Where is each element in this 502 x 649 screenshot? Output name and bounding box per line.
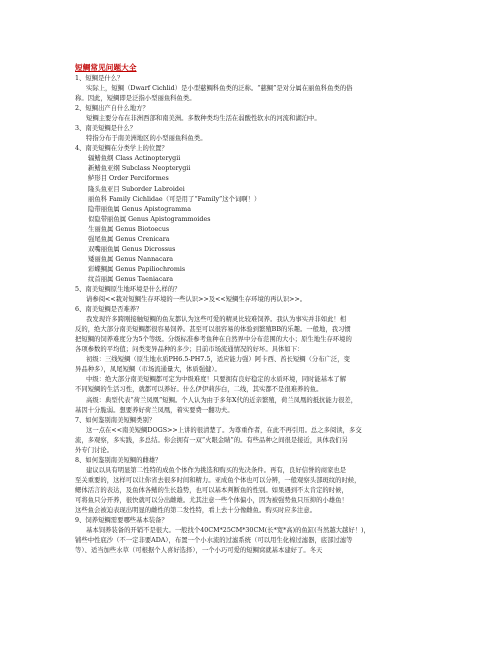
paragraph-line: 高级：典型代表“荷兰凤凰”短鲷。个人认为由于多年X代的近亲繁殖，荷兰凤凰的抵抗能力很差， (86, 396, 358, 404)
paragraph-line: 各项参数的平均值；问类变异品种的多少；目前市场流通情况的好坏。具体如下： (75, 346, 304, 354)
paragraph-line: 特指分布于南美洲地区的小型丽鱼科鱼类。 (86, 135, 207, 143)
paragraph-line: 流，多观察，多实践，多总结。你会拥有一双“火眼金睛”的。有些品种之间很是接近，具体我们另 (75, 436, 348, 444)
paragraph-line: 我发现许多跨刚接触短鲷的鱼友都认为这些可爱的精灵比较难饲养。我认为事实并非如此！相 (86, 316, 347, 324)
paragraph-line: 初级：三线短鲷（原生地水质PH6.5-PH7.5，适应能力强）阿卡西、酋长短鲷（分布广泛，变 (86, 356, 350, 364)
paragraph-line: 短鲷主要分布在非洲西部和南美洲。多数种类均生活在弱酸性软水的河流和湖泊中。 (86, 115, 321, 123)
paragraph-line: 等）、适当加些水草（可根据个人喜好选择），一个小巧可爱的短鲷窝就基本建好了。冬天 (75, 547, 323, 555)
section-heading: 1、短鲷是什么？ (75, 75, 124, 82)
taxonomy-line: 隐带丽鱼属 Genus Apistogramma (88, 205, 191, 213)
paragraph-line: 外专门讨论。 (75, 446, 114, 454)
taxonomy-line: 似隐带丽鱼属 Genus Apistogrammoides (88, 215, 211, 223)
taxonomy-line: 生丽鱼属 Genus Biotoecus (88, 225, 170, 233)
taxonomy-line: 矮丽鱼属 Genus Nannacara (88, 255, 174, 263)
paragraph-line: 把短鲷的饲养难度分为5个等级。分级标准参考鱼种在自然界中分布范围的大小；原生地生存环境的 (75, 336, 352, 344)
paragraph-line: 不同短鲷的生活习性，就都可以养好。什么伊伊莉莎白，二线，其实都不是很难养的鱼。 (75, 386, 323, 394)
taxonomy-line: 新鳍鱼亚纲 Subclass Neopterygii (88, 165, 191, 173)
paragraph-line: 实际上，短鲷（Dwarf Cichlid）是小型慈鲷科鱼类的泛称。“慈鲷”是对分属在丽鱼科鱼类的俗 (86, 85, 353, 93)
paragraph-line: 铺些中性底沙（不一定非要ADA），布置一个小水流的过滤系统（可以用生化棉过滤器，底部过滤等 (75, 537, 353, 545)
paragraph-line: 基本饲养装备的开销不是很大。一般找个40CM*25CM*30CM(长*宽*高)的鱼缸(当然越大越好！)， (86, 527, 370, 535)
section-heading: 9、饲养短鲷需要哪些基本装备？ (75, 517, 168, 525)
taxonomy-line: 纹首丽属 Genus Taeniacara (88, 275, 173, 283)
taxonomy-line: 鲈形目 Order Perciformes (88, 175, 169, 183)
paragraph-line: 这些鱼会被迫表现出明显的雌性的第二发性特，看上去十分像雌鱼。购买时应多注意。 (75, 507, 317, 515)
paragraph-line: 请参阅<<栽对短鲷生存环境的一些认识>>及<<短鲷生存环境的再认识>>。 (86, 296, 307, 304)
taxonomy-line: 隆头鱼亚目 Suborder Labroidei (88, 185, 185, 193)
document-body (75, 74, 433, 556)
paragraph-line: 反的，绝大部分南美短鲷都很容易饲养。甚至可以很容易的体验到繁殖BB的乐趣。一般地，我习惯 (75, 326, 351, 334)
paragraph-line: 至关重要的，这样可以让你省去很多时间和精力。亚成鱼个体也可以分辨，一般观察头部斑纹的时候， (75, 476, 361, 484)
taxonomy-line: 辐鳍鱼纲 Class Actinopterygii (88, 155, 181, 163)
taxonomy-line: 彩蝶鲷属 Genus Papiliochromis (88, 265, 186, 273)
paragraph-line: 中级：绝大部分南美短鲷都可定为中级难度！只要拥有良好稳定的水质环境，同时能基本了解 (86, 376, 347, 384)
taxonomy-line: 双嘴丽鱼属 Genus Dicrossus (88, 245, 176, 253)
paragraph-line: 异品种多），凤尾短鲷（市场流通量大，体质强健）。 (75, 366, 221, 374)
section-heading: 6、南美短鲷是否难养？ (75, 306, 143, 314)
paragraph-line: 这一点在<<南美短鲷DOGS>>上讲的很清楚了。为尊重作者，在此不再引用。总之多阅读，多交 (86, 426, 362, 434)
section-heading: 7、如何鉴别南美短鲷类别？ (75, 416, 156, 424)
taxonomy-line: 丽鱼科 Family Cichlidae（可是用了“Family”这个词啊！） (88, 195, 261, 203)
paragraph-line: 鳃体活言的表达，及鱼体各鳍的生长趋势，也可以基本判断鱼的性别。如果遇到不太肯定的时候， (75, 486, 348, 494)
section-heading: 3、南美短鲷是什么？ (75, 125, 137, 133)
paragraph-line: 基因十分脆弱。想要养好荷兰凤凰，着实要费一翻功夫。 (75, 406, 234, 414)
paragraph-line: 建议以具有明显第二性特的成鱼个体作为挑选和购买的先决条件。再有，良好信誉的商家也是 (86, 466, 347, 474)
paragraph-line: 称。因此，短鲷即是泛指小型丽鱼科鱼类。 (75, 95, 196, 103)
taxonomy-line: 强尾鱼属 Genus Crenicara (88, 235, 170, 243)
section-heading: 2、短鲷出产自什么地方？ (75, 105, 149, 113)
section-heading: 5、南美短鲷原生地环境是什么样的？ (75, 285, 181, 293)
section-heading: 4、南美短鲷在分类学上的位置？ (75, 145, 168, 153)
section-heading: 8、如何鉴别南美短鲷的雌雄？ (75, 456, 162, 464)
paragraph-line: 可将鱼只分开养，很快就可以分出雌雄。尤其注意一些个体偏小，因为被强势鱼只压抑的小雄鱼！ (75, 496, 348, 504)
document-title: 短鲷常见问题大全 (75, 63, 137, 72)
